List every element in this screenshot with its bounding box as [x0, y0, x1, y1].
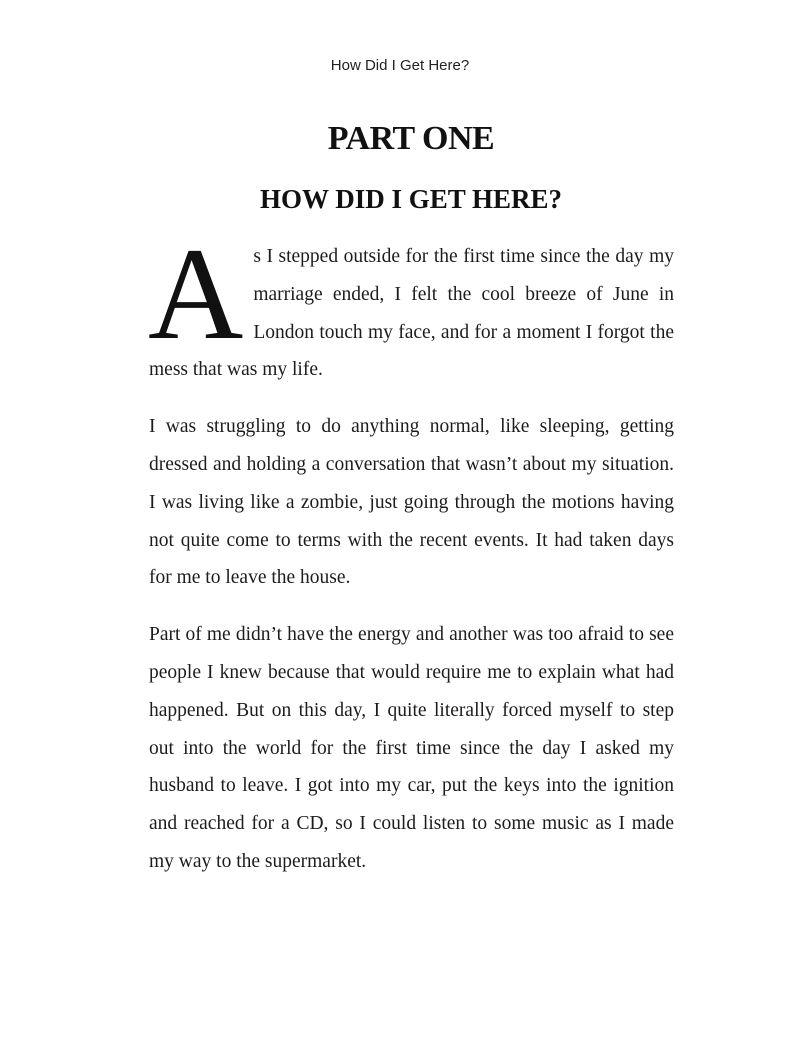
paragraph-1-text: s I stepped outside for the first time since the day my marriage ended, I felt the cool breeze of June in London touch my face, and for a moment I forgot the mess that was my life.	[149, 246, 674, 381]
paragraph-2: I was struggling to do anything normal, like sleeping, getting dressed and holding a conversation that wasn’t about my situation. I was living like a zombie, just going through the motions having not quite come to terms with the recent events. It had taken days for me to leave the house.	[149, 416, 674, 589]
body-text	[148, 220, 674, 900]
paragraph-1	[148, 220, 674, 389]
drop-cap: A	[148, 220, 244, 367]
running-header: How Did I Get Here?	[330, 57, 470, 74]
part-title: PART ONE	[327, 120, 495, 157]
chapter-title: HOW DID I GET HERE?	[259, 184, 563, 214]
paragraph-3: Part of me didn’t have the energy and another was too afraid to see people I knew because that would require me to explain what had happened. But on this day, I quite literally forced myself to step out into the world for the first time since the day I asked my husband to leave. I got into my car, put the keys into the ignition and reached for a CD, so I could listen to some music as I made my way to the supermarket.	[149, 624, 674, 872]
